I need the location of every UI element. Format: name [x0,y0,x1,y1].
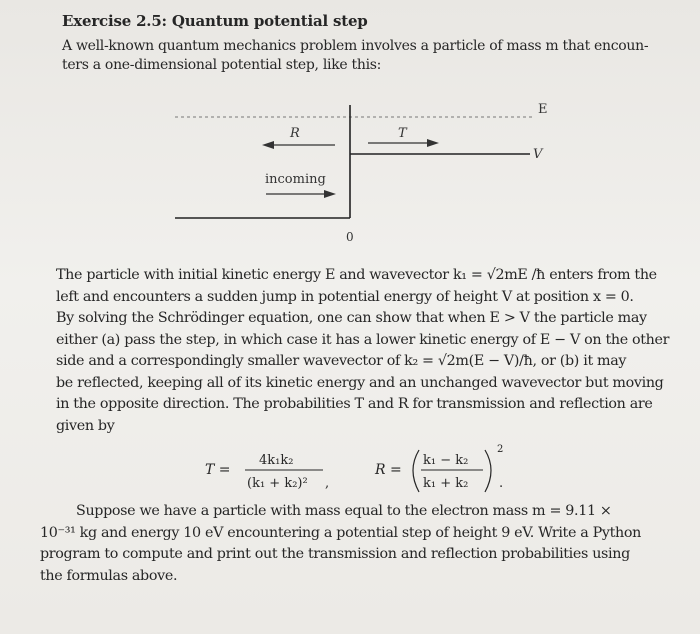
transmission-denominator: (k₁ + k₂)² [247,476,308,491]
incoming-label: incoming [265,172,326,187]
body-line: given by [56,417,115,434]
body-line: The particle with initial kinetic energy E and wavevector k₁ = √2mE /ħ enters from the [56,267,657,283]
reflection-formula-lhs: R = [375,462,402,478]
incoming-arrowhead [324,190,336,198]
intro-line: A well-known quantum mechanics problem involves a particle of mass m that encoun- [62,38,649,54]
body-line: be reflected, keeping all of its kinetic energy and an unchanged wavevector but moving [56,374,664,391]
intro-line: ters a one-dimensional potential step, like this: [62,57,382,73]
reflected-arrowhead [262,141,274,149]
formula-period: . [499,476,504,491]
body-line: either (a) pass the step, in which case it has a lower kinetic energy of E − V on the other [56,331,670,348]
explanation-paragraph [56,265,686,437]
body-line: By solving the Schrödinger equation, one can show that when E > V the particle may [56,310,647,326]
closing-line: the formulas above. [40,567,178,584]
intro-paragraph [62,37,662,75]
transmission-label: T [398,126,407,141]
reflection-denominator: k₁ + k₂ [423,476,469,491]
transmission-formula-lhs: T = [205,462,231,478]
transmitted-arrowhead [427,139,439,147]
energy-label: E [538,102,548,117]
transmission-numerator: 4k₁k₂ [259,453,294,468]
probability-formulas [205,440,545,500]
body-line: in the opposite direction. The probabilities T and R for transmission and reflection are [56,396,653,412]
potential-step-diagram [150,95,570,255]
reflection-exponent: 2 [497,444,504,455]
origin-label: 0 [346,230,354,244]
reflection-numerator: k₁ − k₂ [423,453,469,468]
closing-line: 10⁻³¹ kg and energy 10 eV encountering a potential step of height 9 eV. Write a Python [40,524,641,541]
potential-label: V [533,147,543,162]
right-parenthesis [485,450,491,492]
closing-line: Suppose we have a particle with mass equal to the electron mass m = 9.11 × [76,503,612,519]
formula-separator: , [325,476,330,491]
body-line: left and encounters a sudden jump in potential energy of height V at position x = 0. [56,288,634,305]
body-line: side and a correspondingly smaller wavevector of k₂ = √2m(E − V)/ħ, or (b) it may [56,353,627,369]
left-parenthesis [413,450,419,492]
reflection-label: R [290,126,300,141]
problem-statement [40,501,690,587]
exercise-title: Exercise 2.5: Quantum potential step [62,12,368,30]
closing-line: program to compute and print out the transmission and reflection probabilities using [40,546,630,562]
